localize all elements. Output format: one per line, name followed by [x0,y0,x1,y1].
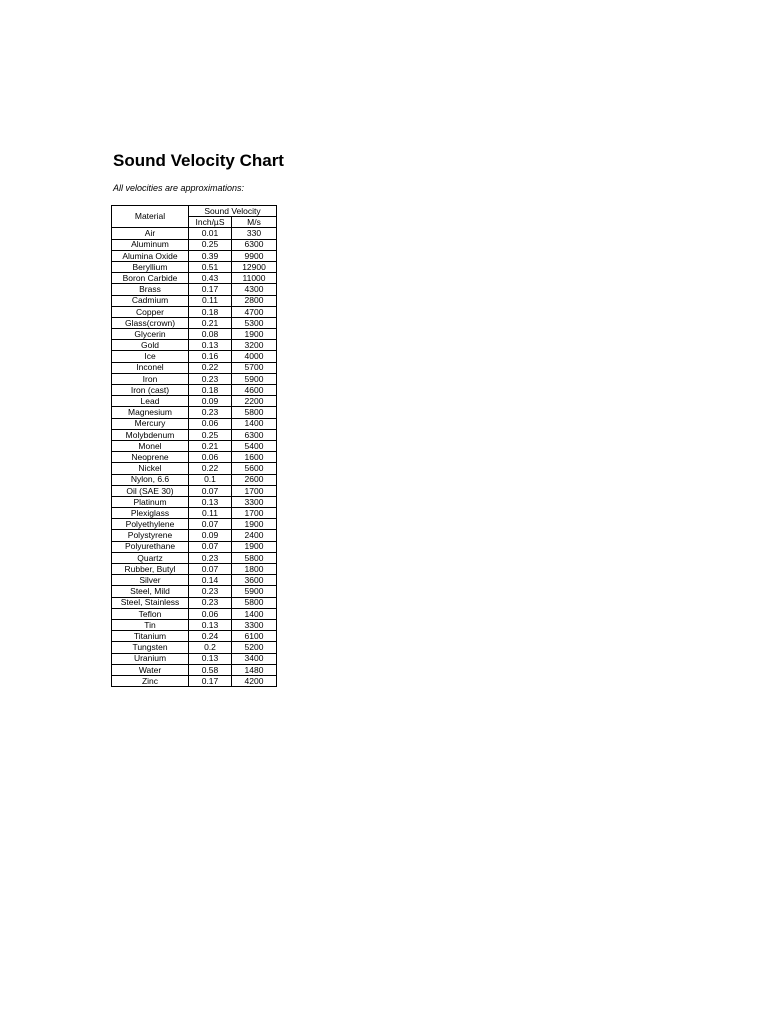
material-cell: Air [112,228,189,239]
page-subtitle: All velocities are approximations: [113,183,245,193]
inch-per-us-cell: 0.21 [189,440,232,451]
inch-per-us-cell: 0.17 [189,675,232,686]
sound-velocity-table [111,205,277,687]
meters-per-second-cell: 1800 [232,564,277,575]
meters-per-second-cell: 6100 [232,631,277,642]
inch-per-us-cell: 0.06 [189,418,232,429]
header-sound-velocity: Sound Velocity [189,206,277,217]
meters-per-second-cell: 1900 [232,519,277,530]
table-row [112,407,277,418]
inch-per-us-cell: 0.25 [189,429,232,440]
inch-per-us-cell: 0.39 [189,250,232,261]
meters-per-second-cell: 12900 [232,261,277,272]
material-cell: Neoprene [112,452,189,463]
meters-per-second-cell: 5800 [232,407,277,418]
meters-per-second-cell: 3200 [232,340,277,351]
meters-per-second-cell: 4200 [232,675,277,686]
material-cell: Silver [112,575,189,586]
inch-per-us-cell: 0.25 [189,239,232,250]
table-header-row [112,206,277,217]
meters-per-second-cell: 2400 [232,530,277,541]
material-cell: Nylon, 6.6 [112,474,189,485]
table-row [112,508,277,519]
inch-per-us-cell: 0.43 [189,273,232,284]
table-row [112,261,277,272]
table-header [112,206,277,228]
table-row [112,317,277,328]
material-cell: Tungsten [112,642,189,653]
inch-per-us-cell: 0.14 [189,575,232,586]
meters-per-second-cell: 4000 [232,351,277,362]
inch-per-us-cell: 0.07 [189,564,232,575]
material-cell: Beryllium [112,261,189,272]
material-cell: Nickel [112,463,189,474]
inch-per-us-cell: 0.58 [189,664,232,675]
inch-per-us-cell: 0.07 [189,519,232,530]
meters-per-second-cell: 3300 [232,619,277,630]
inch-per-us-cell: 0.23 [189,373,232,384]
inch-per-us-cell: 0.09 [189,530,232,541]
table-row [112,340,277,351]
inch-per-us-cell: 0.08 [189,329,232,340]
material-cell: Steel, Mild [112,586,189,597]
material-cell: Quartz [112,552,189,563]
table-row [112,429,277,440]
material-cell: Polystyrene [112,530,189,541]
inch-per-us-cell: 0.01 [189,228,232,239]
table-row [112,608,277,619]
table-body [112,228,277,687]
meters-per-second-cell: 6300 [232,429,277,440]
inch-per-us-cell: 0.11 [189,508,232,519]
meters-per-second-cell: 5800 [232,597,277,608]
inch-per-us-cell: 0.24 [189,631,232,642]
material-cell: Inconel [112,362,189,373]
material-cell: Titanium [112,631,189,642]
table-row [112,273,277,284]
material-cell: Cadmium [112,295,189,306]
inch-per-us-cell: 0.06 [189,452,232,463]
table-row [112,463,277,474]
table-row [112,452,277,463]
material-cell: Rubber, Butyl [112,564,189,575]
material-cell: Lead [112,396,189,407]
inch-per-us-cell: 0.07 [189,541,232,552]
table-row [112,586,277,597]
table-row [112,642,277,653]
table-row [112,664,277,675]
material-cell: Teflon [112,608,189,619]
table-row [112,440,277,451]
table-row [112,653,277,664]
table-row [112,385,277,396]
meters-per-second-cell: 5300 [232,317,277,328]
table-row [112,362,277,373]
meters-per-second-cell: 2200 [232,396,277,407]
meters-per-second-cell: 4700 [232,306,277,317]
inch-per-us-cell: 0.13 [189,340,232,351]
table-row [112,575,277,586]
meters-per-second-cell: 5700 [232,362,277,373]
material-cell: Magnesium [112,407,189,418]
inch-per-us-cell: 0.23 [189,586,232,597]
material-cell: Polyurethane [112,541,189,552]
inch-per-us-cell: 0.13 [189,496,232,507]
material-cell: Boron Carbide [112,273,189,284]
meters-per-second-cell: 1600 [232,452,277,463]
material-cell: Plexiglass [112,508,189,519]
meters-per-second-cell: 1400 [232,608,277,619]
table-row [112,552,277,563]
meters-per-second-cell: 5600 [232,463,277,474]
header-meters-per-second: M/s [232,217,277,228]
table-row [112,631,277,642]
meters-per-second-cell: 1700 [232,508,277,519]
meters-per-second-cell: 5900 [232,373,277,384]
inch-per-us-cell: 0.18 [189,385,232,396]
table-row [112,306,277,317]
inch-per-us-cell: 0.2 [189,642,232,653]
material-cell: Molybdenum [112,429,189,440]
inch-per-us-cell: 0.23 [189,597,232,608]
meters-per-second-cell: 3300 [232,496,277,507]
meters-per-second-cell: 5400 [232,440,277,451]
material-cell: Steel, Stainless [112,597,189,608]
inch-per-us-cell: 0.16 [189,351,232,362]
inch-per-us-cell: 0.51 [189,261,232,272]
material-cell: Gold [112,340,189,351]
material-cell: Iron [112,373,189,384]
table-row [112,485,277,496]
table-row [112,597,277,608]
inch-per-us-cell: 0.09 [189,396,232,407]
meters-per-second-cell: 9900 [232,250,277,261]
material-cell: Zinc [112,675,189,686]
meters-per-second-cell: 4600 [232,385,277,396]
inch-per-us-cell: 0.23 [189,552,232,563]
material-cell: Glass(crown) [112,317,189,328]
inch-per-us-cell: 0.22 [189,362,232,373]
table-row [112,619,277,630]
table-row [112,373,277,384]
material-cell: Alumina Oxide [112,250,189,261]
meters-per-second-cell: 330 [232,228,277,239]
table-row [112,519,277,530]
table-row [112,474,277,485]
meters-per-second-cell: 1900 [232,541,277,552]
meters-per-second-cell: 1900 [232,329,277,340]
material-cell: Aluminum [112,239,189,250]
header-material: Material [112,206,189,228]
meters-per-second-cell: 5800 [232,552,277,563]
table-row [112,295,277,306]
table-row [112,496,277,507]
inch-per-us-cell: 0.07 [189,485,232,496]
table-row [112,530,277,541]
material-cell: Oil (SAE 30) [112,485,189,496]
material-cell: Water [112,664,189,675]
meters-per-second-cell: 2600 [232,474,277,485]
inch-per-us-cell: 0.18 [189,306,232,317]
meters-per-second-cell: 6300 [232,239,277,250]
meters-per-second-cell: 1700 [232,485,277,496]
material-cell: Polyethylene [112,519,189,530]
meters-per-second-cell: 3400 [232,653,277,664]
inch-per-us-cell: 0.06 [189,608,232,619]
table-row [112,239,277,250]
header-inch-per-us: Inch/µS [189,217,232,228]
inch-per-us-cell: 0.1 [189,474,232,485]
inch-per-us-cell: 0.23 [189,407,232,418]
table-row [112,228,277,239]
meters-per-second-cell: 1480 [232,664,277,675]
material-cell: Mercury [112,418,189,429]
inch-per-us-cell: 0.13 [189,619,232,630]
material-cell: Glycerin [112,329,189,340]
meters-per-second-cell: 3600 [232,575,277,586]
table-row [112,418,277,429]
material-cell: Uranium [112,653,189,664]
inch-per-us-cell: 0.22 [189,463,232,474]
meters-per-second-cell: 5200 [232,642,277,653]
inch-per-us-cell: 0.21 [189,317,232,328]
inch-per-us-cell: 0.11 [189,295,232,306]
material-cell: Copper [112,306,189,317]
table-row [112,329,277,340]
meters-per-second-cell: 2800 [232,295,277,306]
material-cell: Ice [112,351,189,362]
table-row [112,675,277,686]
inch-per-us-cell: 0.13 [189,653,232,664]
table-row [112,351,277,362]
material-cell: Iron (cast) [112,385,189,396]
table-row [112,564,277,575]
material-cell: Platinum [112,496,189,507]
table-row [112,250,277,261]
meters-per-second-cell: 5900 [232,586,277,597]
material-cell: Brass [112,284,189,295]
page-title: Sound Velocity Chart [113,151,284,170]
material-cell: Monel [112,440,189,451]
meters-per-second-cell: 1400 [232,418,277,429]
material-cell: Tin [112,619,189,630]
meters-per-second-cell: 11000 [232,273,277,284]
table-row [112,284,277,295]
inch-per-us-cell: 0.17 [189,284,232,295]
table-row [112,541,277,552]
meters-per-second-cell: 4300 [232,284,277,295]
table-row [112,396,277,407]
